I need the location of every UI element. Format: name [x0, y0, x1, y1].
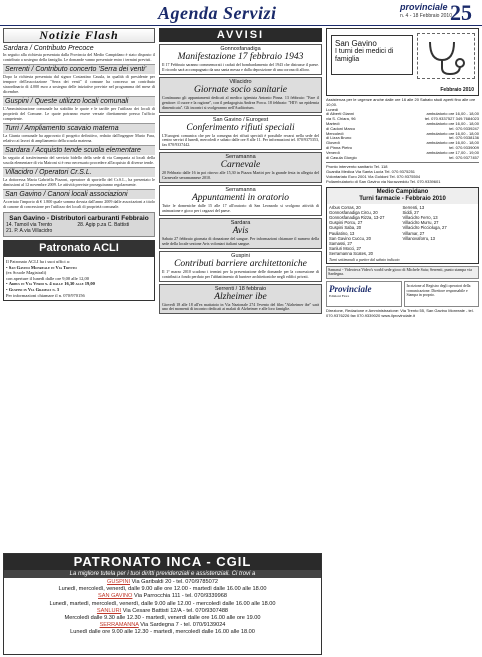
publisher-row	[326, 281, 479, 307]
notice-place: Guspini	[231, 252, 250, 259]
stethoscope-icon	[417, 33, 475, 79]
pharmacy-entry: Guspini Porcu, 27	[329, 220, 363, 226]
doctor-hours: tel. 070.9338136	[449, 135, 479, 141]
doctor-name: Lunedì	[326, 106, 339, 112]
pharmacy-entry: Sanluri Mocci, 27	[329, 246, 362, 252]
notice-place: Serramanna	[225, 187, 256, 194]
doctor-hours: tel. 070.9377457	[449, 154, 479, 160]
pharmacy-entry: Samassi, 27	[329, 240, 353, 246]
publisher-mission: Iscrizione al Registro degli operatori della comunicazione. Direttore responsabile e Stampa in proprio.	[404, 281, 480, 307]
notice-title: Carnevale	[220, 160, 261, 171]
emergency-list	[326, 165, 479, 184]
notice-box	[159, 218, 322, 249]
flash-item-title: Turri / Ampliamento scavaio materna	[3, 123, 155, 133]
inca-office-text: Via Sardegna 7 - tel. 070/9139024	[140, 622, 226, 629]
notice-title: Conferimento rifiuti speciali	[186, 122, 295, 133]
notice-box	[159, 44, 322, 75]
pharmacy-entry: Villanovaforru, 13	[402, 235, 436, 241]
acli-line: • San Gavino Monreale in Via Trento	[6, 264, 77, 270]
notice-text: Continuano gli appuntamenti dedicati al medico igienista Antonio Pinna. 13 febbraio: "Fare il genitore: il cuore e la ragione", con il pedagogista Andrea Porcu. 18 febbraio: "HIV: un epidemia dimenticata". Gli incontri si svolgeranno nell'Auditorium.	[162, 94, 319, 110]
notice-text: Sabato 27 febbraio giornata di donazione del sangue. Per informazioni chiamare il numero della sede della locale sezione Avis volontari italiani sangue.	[162, 235, 319, 246]
notice-place: San Gavino / Eurogest	[212, 116, 269, 123]
doctors-subtitle: I turni dei medici di famiglia	[335, 48, 394, 63]
inca-office-text: Via Garibaldi 20 - tel. 070/9785072	[131, 579, 218, 585]
issue-date: n. 4 - 18 Febbraio 2010	[400, 13, 452, 19]
doctor-hours: ambulatorio ore 16,00 - 18,00	[426, 130, 479, 136]
notices-list	[159, 44, 322, 314]
inca-subheader: La migliore tutela per i tuoi diritti previdenziali e assistenziali. Ci trovi a	[4, 570, 321, 578]
inca-office-line	[7, 601, 318, 608]
flash-item-title: Villacidro / Operatori Cr.S.L.	[3, 167, 155, 177]
flash-item-text: La dottoressa Maria Gabriella Pizzoni, operatore di sportello del Cr.S.L., ha presentato le dimissioni al 12 novembre 2009. Le attività previste proseguiranno regolarmente.	[3, 177, 155, 187]
notice-text: L'Eurogest comunica che per la consegna dei rifiuti speciali è possibile recarsi nella sede del centro servizi il lunedì, mercoledì e sabato dalle ore 8 alle 11. Per informazioni tel. 070/9375353, fax 070/9337442.	[162, 132, 319, 148]
doctor-row	[326, 156, 479, 161]
pharmacies-box	[326, 187, 479, 264]
ads-note: Samassi - Videoteca Video's world sede gioco di Michele Saiu; Serrenti, punto stampa via Sardegna.	[326, 266, 479, 280]
distributors-box	[3, 212, 155, 237]
pharmacy-entry: Arbus Corras, 20	[329, 204, 361, 210]
doctor-hours: ambulatorio ore 17,00 - 19,00	[426, 149, 479, 155]
pharmacy-entry: Villacidro Murru, 27	[402, 220, 439, 226]
inca-office-text: Via Cesare Battisti 12/A - tel. 070/9307488	[122, 607, 229, 614]
middle-column	[159, 28, 322, 314]
doctor-name: Venerdì	[326, 149, 340, 155]
flash-item-text: L'Amministrazione comunale ha stabilito le quote e le tariffe per l'utilizzo dei locali di proprietà del Comune. Le quote potranno essere versate direttamente presso l'ufficio competente.	[3, 106, 155, 121]
inca-office-line	[7, 586, 318, 593]
notice-title: Contributi barriere architettoniche	[174, 258, 307, 269]
notizie-flash-title: Notizie Flash	[39, 28, 119, 42]
pharmacy-entry: Pauliatino, 13	[329, 230, 355, 236]
flash-item-title: Serrenti / Contributo concerto 'Serra dei venti'	[3, 64, 155, 74]
inca-office-line	[7, 579, 318, 586]
notice-text: 20 Febbraio dalle 16 in poi ritrovo alle 15,30 in Piazza Martiri per la grande festa in allegria del Carnevale serramannese 2010.	[162, 170, 319, 181]
notice-place: Sardara	[230, 219, 251, 226]
pharmacy-entry: Villacidro Ferro, 13	[402, 214, 438, 220]
flash-item-title: Sardara / Acquisto tende scuola elementare	[3, 145, 155, 155]
doctor-hours: tel. 070.9339009	[449, 144, 479, 150]
doctors-list	[326, 108, 479, 161]
doctor-hours: ambulatorio ore 16,00 - 18,00	[426, 120, 479, 126]
notice-title: Manifestazione 17 febbraio 1943	[177, 52, 304, 62]
doctor-name: di Casula Giorgio	[326, 154, 357, 160]
notice-text: Il 17 Febbraio saranno commemorati i caduti del bombardamento del 1943 che distrusse il paese. Il ricordo sarà accompagnato da una santa messa e dalla deposizione di una corona di alloro.	[162, 62, 319, 72]
notice-box	[159, 185, 322, 216]
notice-title: Alzheimer ibe	[214, 291, 267, 302]
inca-office-text: Mercoledì dalle 9.30 alle 12.30 - martedì, venerdì dalle ore 16.00 alle ore 19.00	[64, 615, 261, 622]
flash-item-title: Sardara / Contributo Precoce	[3, 45, 94, 52]
inca-office-text: Via Parrocchia 111 - tel. 070/9339968	[133, 593, 227, 600]
distributor-row: 14. Tamoil via Trento 28. Agip p.za C. Battisti	[6, 222, 130, 228]
notice-box	[159, 152, 322, 183]
notice-text: Il 1° marzo 2010 scadono i termini per la presentazione delle domande per la concessione di contributi a fondo perduto per l'abbattimento di barriere architettoniche negli edifici privati.	[162, 268, 319, 279]
flash-item-text: Accertato l'importo di € 1.800 quale somma dovuta dall'anno 2009 dalle associazioni a titolo di canone di concessione per l'utilizzo dei locali di proprietà comunale.	[3, 199, 155, 209]
masthead	[0, 0, 482, 26]
inca-office-place: SAN GAVINO	[98, 593, 133, 600]
flash-news-list	[3, 45, 155, 209]
doctor-hours: tel. 070.9339247	[449, 125, 479, 131]
pharmacies-note: Turni settimanali a partire dal sabato indicato	[329, 257, 400, 262]
pharmacy-entry: Villacidro Piccioluga, 27	[402, 225, 447, 231]
divider	[326, 162, 479, 163]
flash-item-title: San Gavino / Canoni locali associazioni	[3, 189, 155, 199]
avvisi-header: AVVISI	[159, 28, 322, 42]
notice-place: Gonnosfanadiga	[220, 46, 261, 52]
flash-item-text: In seguito alla richiesta presentata dalla Provincia del Medio Campidano è stato disposto il contributo a sostegno della famiglia. Le domande vanno presentate entro i termini previsti.	[3, 52, 155, 62]
doctor-name: di Cadoni Marco	[326, 125, 356, 131]
doctor-name: Giovedì	[326, 140, 340, 146]
pharmacy-entry: Guspini Saba, 20	[329, 225, 362, 231]
acli-line: (ex Scuole Magistrali)	[6, 270, 47, 276]
notice-place: Villacidro	[229, 78, 252, 85]
pharmacy-entry: Villamar, 27	[402, 230, 425, 236]
brand-logo: provinciale	[400, 2, 448, 12]
inca-office-text: Lunedì dalle ore 9.00 alle 12.30 - martedì, mercoledì dalle 16.00 alle 18.00	[70, 629, 255, 636]
inca-office-text: Lunedì, mercoledì, venerdì, dalle 9.00 alle ore 12.00 - martedì dalle 16.00 alle 18.00	[58, 586, 267, 593]
inca-office-line	[7, 615, 318, 622]
inca-office-place: GUSPINI	[107, 579, 131, 585]
doctors-city: San Gavino	[335, 39, 377, 48]
doctor-hours: ambulatorio ore 16,00 - 18,00	[426, 111, 479, 117]
inca-cgil-box	[3, 553, 322, 655]
page-title: Agenda Servizi	[158, 3, 277, 23]
doctor-name: via S. Chiara, 96	[326, 116, 356, 122]
inca-office-text: Lunedì, martedì, mercoledì, venerdì, dalle 9.00 alle 12.00 - mercoledì dalle 16.00 alle 18.00	[49, 600, 276, 607]
notizie-flash-header	[3, 28, 155, 43]
acli-line: • Guspini in Via Gramsci n. 3	[6, 286, 60, 292]
emergency-line: Guardia Medica Via Santa Lucia Tel. 070.9375251	[326, 169, 416, 175]
pharmacies-body	[327, 204, 478, 258]
doctor-name: Martedì	[326, 120, 340, 126]
doctors-date: Febbraio 2010	[440, 87, 474, 93]
pharmacy-entry: Gonnosfanadiga Rizza, 13-27	[329, 214, 385, 220]
doctors-title-box	[331, 35, 413, 75]
emergency-line: Poliambulatorio di San Gavino via Nurazzeddu Tel. 070.9339601	[326, 178, 441, 184]
pharmacy-entry: Serramanna Scates, 20	[329, 251, 373, 257]
acli-header: Patronato ACLI	[3, 240, 155, 256]
pharmacy-entry: San Gavino Cuccu, 20	[329, 235, 371, 241]
inca-office-place: SANLURI	[96, 607, 122, 614]
doctor-name: Mercoledì	[326, 130, 344, 136]
notice-title: Giornate socio sanitarie	[194, 84, 287, 95]
emergency-line: Pronto intervento sanitario Tel. 118	[326, 164, 388, 170]
notice-place: Serrenti / 18 febbraio	[214, 285, 267, 292]
doctors-header-box	[326, 28, 479, 96]
acli-intro: Il Patronato ACLI ha i suoi uffici a:	[6, 259, 71, 264]
page-number: 25	[450, 0, 472, 25]
pharmacies-col-left	[329, 205, 403, 257]
acli-box	[3, 256, 155, 301]
distributors-title: San Gavino - Distributori carburanti Febbraio	[9, 215, 149, 222]
flash-item-text: La Giunta comunale ha approvato il progetto definitivo, redatto dall'ingegner Mario Fara, relativo ai lavori di ampliamento della scuola materna.	[3, 133, 155, 143]
pharmacy-entry: Serrenti, 13	[402, 204, 425, 210]
publisher-logo: Provinciale Edizioni Fiore	[326, 281, 402, 307]
notice-place: Serramanna	[225, 154, 256, 161]
right-column	[326, 28, 479, 319]
inca-office-line	[7, 629, 318, 636]
flash-item-title: Guspini / Queste utilizzo locali comunali	[3, 96, 155, 106]
inca-header: PATRONATO INCA - CGIL	[4, 554, 321, 570]
notice-box	[159, 284, 322, 315]
flash-item-text: Dopo la richiesta presentata dal signor Costantino Casula, in qualità di presidente per tempore dell'associazione "Serra dei venti" il comune ha concesso un contributo straordinario di 4.000 euro a sostegno delle iniziative previste nel programma del mese di dicembre.	[3, 74, 155, 94]
inca-office-line	[7, 593, 318, 600]
notice-box	[159, 251, 322, 282]
inca-offices	[4, 578, 321, 638]
doctor-hours: ambulatorio ore 16,00 - 18,00	[426, 140, 479, 146]
publisher-contact: Direzione, Redazione e Amministrazione: Via Trento 55, San Gavino Monreale - tel. 070.9376226 fax 070.9339020 www.ilprovinciale.it	[326, 308, 474, 318]
acli-line: con aperture il lunedì dalle ore 9,00 alle 12,00	[6, 275, 89, 281]
doctor-name: di Lizza Bruno	[326, 135, 352, 141]
flash-item-text: In seguito al trasferimento del servizio bidello della sede di via Campania ai locali della scuola elementare di via Maironi si è reso necessario procedere all'acquisto di diverse tende.	[3, 155, 155, 165]
notice-text: Tutte le domeniche dalle 15 alle 17 all'oratorio di San Leonardo si svolgono attività di animazione e gioco per i ragazzi del paese.	[162, 203, 319, 213]
doctor-hours: tel. 070.9337527 349.7684023	[424, 116, 479, 122]
inca-office-line	[7, 622, 318, 629]
doctor-name: di Alberti Gianni	[326, 111, 355, 117]
notice-box	[159, 77, 322, 113]
notice-box	[159, 115, 322, 151]
pharmacy-entry: Siddi, 27	[402, 209, 419, 215]
acli-line: • Arbus in Via Verdi n. 4 dalle 16,30 alle 19,00	[6, 281, 95, 287]
doctors-intro: Assistenza per le urgenze anche dalle ore 16 alle 20 Sabato studi aperti fino alle ore 10,00.	[326, 97, 476, 107]
notice-title: Appuntamenti in oratorio	[191, 193, 290, 204]
pharmacy-entry: Gonnosfanadiga Circu, 20	[329, 209, 378, 215]
notice-text: Giovedì 18 alle 18 all'ex mattatoio in Via Nazionale 274 l'evento del film "Alzheimer ibe" sarà uno dei momenti di incontro dedicati ai malati di Alzheimer e alle loro famiglie.	[162, 301, 319, 312]
pharmacies-header: Medio Campidano Turni farmacie - Febbraio 2010	[327, 188, 478, 204]
inca-office-place: SERRAMANNA	[99, 622, 139, 629]
emergency-line: Volontariato Euro 2001 Via Goldoni Tel. 070.9375504	[326, 173, 421, 179]
pharmacies-col-right	[403, 205, 477, 257]
left-column	[3, 28, 155, 301]
notice-title: Avis	[232, 225, 249, 236]
inca-office-line	[7, 608, 318, 615]
distributor-row: 21. P. A.via Villacidro	[6, 228, 53, 234]
doctor-name: di Pinna Pietro	[326, 144, 353, 150]
acli-line: Per informazioni chiamare il n. 070/970156	[6, 292, 85, 298]
